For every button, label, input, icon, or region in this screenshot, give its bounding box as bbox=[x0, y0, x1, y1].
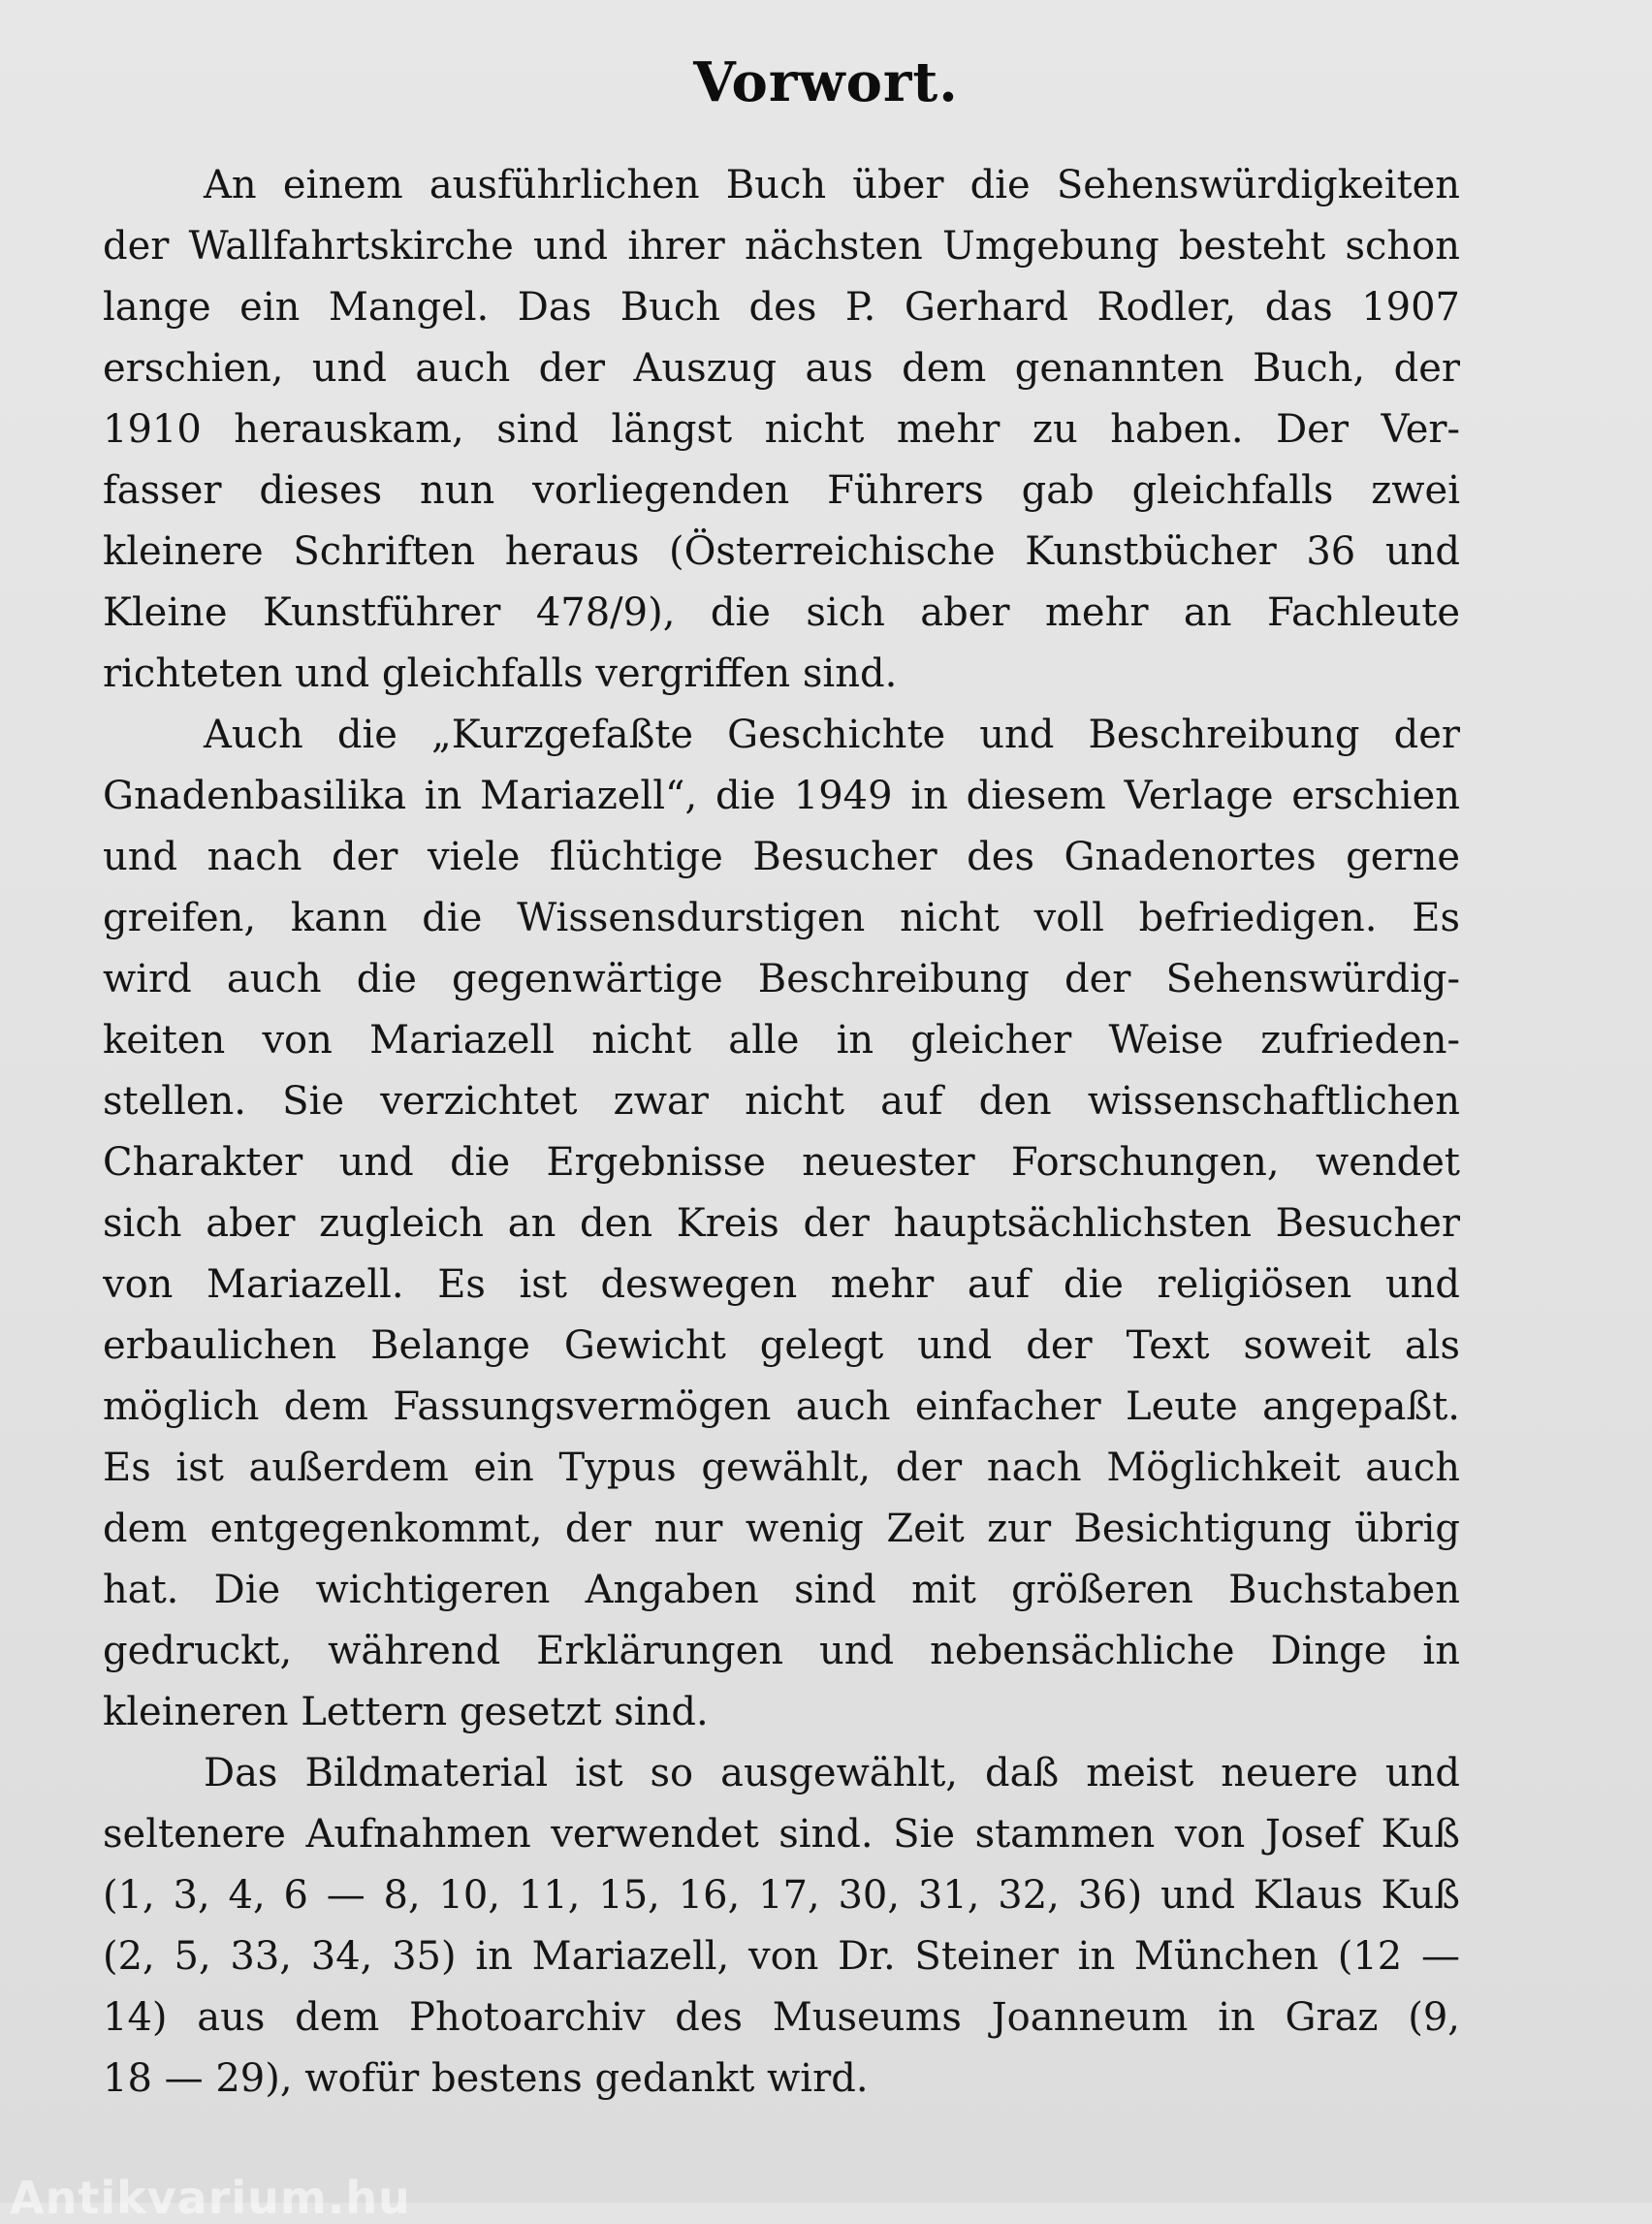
foreword-text bbox=[103, 155, 1460, 2110]
text-line: (2, 5, 33, 34, 35) in Mariazell, von Dr. Steiner in München (12 — bbox=[103, 1934, 1460, 1979]
text-line: richteten und gleichfalls vergriffen sind. bbox=[103, 651, 898, 696]
text-line: greifen, kann die Wissensdurstigen nicht voll befriedigen. Es bbox=[103, 896, 1460, 940]
paragraph-1 bbox=[103, 155, 1460, 705]
text-line: erschien, und auch der Auszug aus dem genannten Buch, der bbox=[103, 346, 1460, 391]
text-line: An einem ausführlichen Buch über die Sehenswürdigkeiten bbox=[204, 163, 1460, 207]
text-line: kleineren Lettern gesetzt sind. bbox=[103, 1690, 709, 1734]
text-line: kleinere Schriften heraus (Österreichische Kunstbücher 36 und bbox=[103, 529, 1460, 574]
text-line: von Mariazell. Es ist deswegen mehr auf die religiösen und bbox=[103, 1262, 1460, 1307]
text-line: und nach der viele flüchtige Besucher des Gnadenortes gerne bbox=[103, 835, 1460, 879]
text-line: Charakter und die Ergebnisse neuester Forschungen, wendet bbox=[103, 1140, 1460, 1185]
text-line: sich aber zugleich an den Kreis der hauptsächlichsten Besucher bbox=[103, 1201, 1460, 1246]
text-line: stellen. Sie verzichtet zwar nicht auf den wissenschaftlichen bbox=[103, 1079, 1460, 1124]
text-line: fasser dieses nun vorliegenden Führers gab gleichfalls zwei bbox=[103, 468, 1460, 513]
text-line: seltenere Aufnahmen verwendet sind. Sie stammen von Josef Kuß bbox=[103, 1812, 1460, 1857]
paragraph-3 bbox=[103, 1743, 1460, 2110]
text-line: keiten von Mariazell nicht alle in gleicher Weise zufrieden- bbox=[103, 1018, 1460, 1063]
text-line: wird auch die gegenwärtige Beschreibung der Sehenswürdig- bbox=[103, 957, 1460, 1001]
text-line: Auch die „Kurzgefaßte Geschichte und Beschreibung der bbox=[204, 713, 1460, 757]
text-line: der Wallfahrtskirche und ihrer nächsten Umgebung besteht schon bbox=[103, 224, 1460, 269]
text-line: lange ein Mangel. Das Buch des P. Gerhard Rodler, das 1907 bbox=[103, 285, 1460, 330]
text-line: 14) aus dem Photoarchiv des Museums Joanneum in Graz (9, bbox=[103, 1995, 1460, 2040]
text-line: (1, 3, 4, 6 — 8, 10, 11, 15, 16, 17, 30, 31, 32, 36) und Klaus Kuß bbox=[103, 1873, 1460, 1918]
watermark: Antikvarium.hu bbox=[10, 2172, 411, 2224]
text-line: dem entgegenkommt, der nur wenig Zeit zur Besichtigung übrig bbox=[103, 1507, 1460, 1551]
text-line: Kleine Kunstführer 478/9), die sich aber mehr an Fachleute bbox=[103, 590, 1460, 635]
page-title: Vorwort. bbox=[693, 50, 959, 114]
text-line: Es ist außerdem ein Typus gewählt, der nach Möglichkeit auch bbox=[103, 1446, 1460, 1490]
text-line: hat. Die wichtigeren Angaben sind mit größeren Buchstaben bbox=[103, 1568, 1460, 1612]
text-line: Gnadenbasilika in Mariazell“, die 1949 in diesem Verlage erschien bbox=[103, 774, 1460, 818]
text-line: 18 — 29), wofür bestens gedankt wird. bbox=[103, 2056, 869, 2101]
text-line: möglich dem Fassungsvermögen auch einfacher Leute angepaßt. bbox=[103, 1384, 1460, 1429]
text-line: Das Bildmaterial ist so ausgewählt, daß meist neuere und bbox=[204, 1751, 1460, 1795]
text-line: gedruckt, während Erklärungen und nebensächliche Dinge in bbox=[103, 1629, 1460, 1673]
text-line: 1910 herauskam, sind längst nicht mehr zu haben. Der Ver- bbox=[103, 407, 1460, 452]
text-line: erbaulichen Belange Gewicht gelegt und der Text soweit als bbox=[103, 1323, 1460, 1368]
paragraph-2 bbox=[103, 705, 1460, 1743]
